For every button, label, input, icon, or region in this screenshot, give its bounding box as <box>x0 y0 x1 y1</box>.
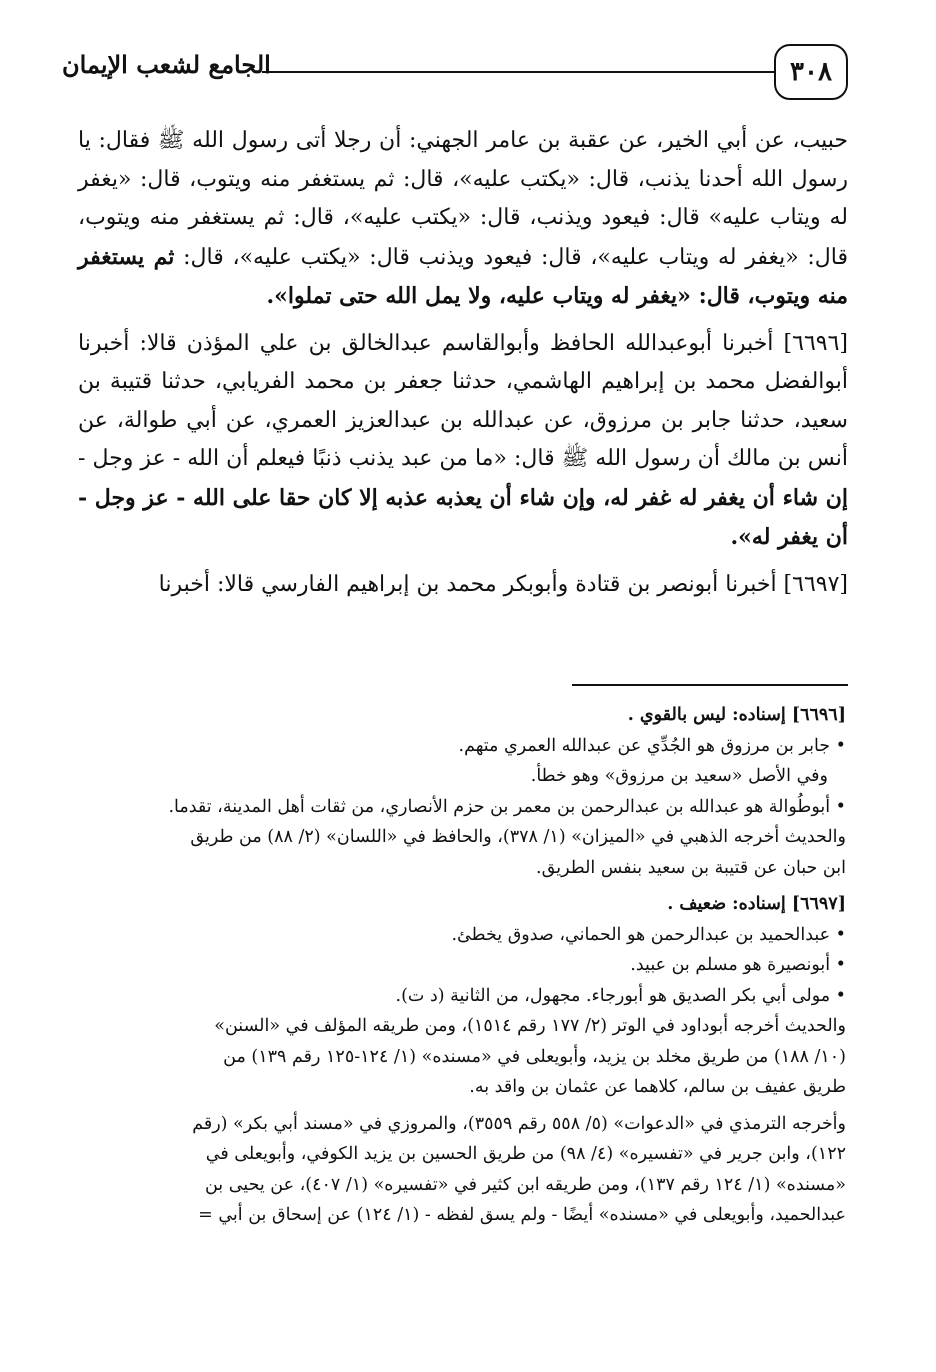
main-text <box>78 122 848 610</box>
text-line: [٦٦٩٦] أخبرنا أبوعبدالله الحافظ وأبوالقاسم عبدالخالق بن علي المؤذن قالا: أخبرنا <box>78 330 848 356</box>
text-line: أبوالفضل محمد بن إبراهيم الهاشمي، حدثنا جعفر بن محمد الفريابي، حدثنا قتيبة بن <box>78 369 848 394</box>
footnote-6697 <box>76 889 846 1231</box>
footnote-line: • مولى أبي بكر الصديق هو أبورجاء. مجهول، من الثانية (د ت). <box>395 985 846 1006</box>
text-line: «يغفر له ويتاب عليه» قال: فيعود ويذنب، قال: «يكتب عليه»، قال: ثم يستغفر منه <box>78 166 848 230</box>
running-title: الجامع لشعب الإيمان <box>62 50 271 79</box>
footnote-6696 <box>76 700 846 883</box>
paragraph-continued-hadith <box>78 122 848 317</box>
footnote-line: والحديث أخرجه أبوداود في الوتر (٢/ ١٧٧ رقم ١٥١٤)، ومن طريقه المؤلف في «السنن» <box>214 1016 846 1036</box>
text-line: ويتوب، قال: «يغفر له ويتاب عليه»، قال: فيعود ويذنب قال: «يكتب عليه»، قال: <box>78 205 848 270</box>
text-line: رسول الله أحدنا يذنب، قال: «يكتب عليه»، قال: ثم يستغفر منه ويتوب، قال: <box>139 166 848 192</box>
paragraph-hadith-6696 <box>78 325 848 558</box>
header-rule <box>262 71 776 73</box>
page-number: ٣٠٨ <box>774 44 848 100</box>
page-header <box>62 44 848 100</box>
footnote-line: «مسنده» (١/ ١٢٤ رقم ١٣٧)، ومن طريقه ابن كثير في «تفسيره» (١/ ٤٠٧)، عن يحيى بن <box>204 1174 846 1195</box>
footnote-line: وأخرجه الترمذي في «الدعوات» (٥/ ٥٥٨ رقم ٣٥٥٩)، والمروزي في «مسند أبي بكر» (رقم <box>192 1113 846 1134</box>
footnotes <box>76 700 846 1231</box>
text-line: أنس بن مالك أن رسول الله ﷺ قال: «ما من عبد يذنب ذنبًا فيعلم أن الله - عز وجل - <box>78 446 848 471</box>
text-line: حبيب، عن أبي الخير، عن عقبة بن عامر الجهني: أن رجلا أتى رسول الله ﷺ فقال: يا <box>78 128 848 153</box>
footnote-line: • أبونصيرة هو مسلم بن عبيد. <box>630 955 846 975</box>
footnote-line: ١٢٢)، وابن جرير في «تفسيره» (٤/ ٩٨) من طريق الحسين بن يزيد الكوفي، وأبويعلى في <box>205 1144 846 1164</box>
footnote-line: • عبدالحميد بن عبدالرحمن هو الحماني، صدوق يخطئ. <box>451 924 846 945</box>
footnote-line: طريق عفيف بن سالم، كلاهما عن عثمان بن واقد به. <box>469 1077 846 1097</box>
footnote-line: والحديث أخرجه الذهبي في «الميزان» (١/ ٣٧٨)، والحافظ في «اللسان» (٢/ ٨٨) من طريق <box>190 827 846 847</box>
footnote-line: • جابر بن مرزوق هو الجُدِّي عن عبدالله العمري متهم. <box>458 735 846 756</box>
footnote-line: عبدالحميد، وأبويعلى في «مسنده» أيضًا - ولم يسق لفظه - (١/ ١٢٤) عن إسحاق بن أبي = <box>198 1205 846 1225</box>
footnote-heading: [٦٦٩٦] إسناده: ليس بالقوي . <box>627 705 846 725</box>
footnote-line: • أبوطُوالة هو عبدالله بن عبدالرحمن بن معمر بن حزم الأنصاري، من ثقات أهل المدينة، تقدما. <box>168 796 846 817</box>
text-line: ثم يستغفر منه ويتوب، قال: «يغفر له ويتاب عليه، ولا يمل الله حتى تملوا». <box>78 243 848 309</box>
text-line: [٦٦٩٧] أخبرنا أبونصر بن قتادة وأبوبكر محمد بن إبراهيم الفارسي قالا: أخبرنا <box>158 571 848 597</box>
text-line: إن شاء أن يغفر له غفر له، وإن شاء أن يعذبه عذبه إلا كان حقا على الله - عز وجل - <box>78 484 848 511</box>
paragraph-hadith-6697 <box>78 566 848 605</box>
text-line: سعيد، حدثنا جابر بن مرزوق، عن عبدالله بن عبدالعزيز العمري، عن أبي طوالة، عن <box>78 407 848 433</box>
footnote-line: (١٠/ ١٨٨) من طريق مخلد بن يزيد، وأبويعلى في «مسنده» (١/ ١٢٤-١٢٥ رقم ١٣٩) من <box>223 1046 846 1067</box>
footnote-line: وفي الأصل «سعيد بن مرزوق» وهو خطأ. <box>530 766 828 786</box>
footnote-line: ابن حبان عن قتيبة بن سعيد بنفس الطريق. <box>536 857 846 878</box>
footnote-heading: [٦٦٩٧] إسناده: ضعيف . <box>667 894 846 914</box>
text-line: أن يغفر له». <box>730 524 848 550</box>
footnote-divider <box>572 684 848 686</box>
